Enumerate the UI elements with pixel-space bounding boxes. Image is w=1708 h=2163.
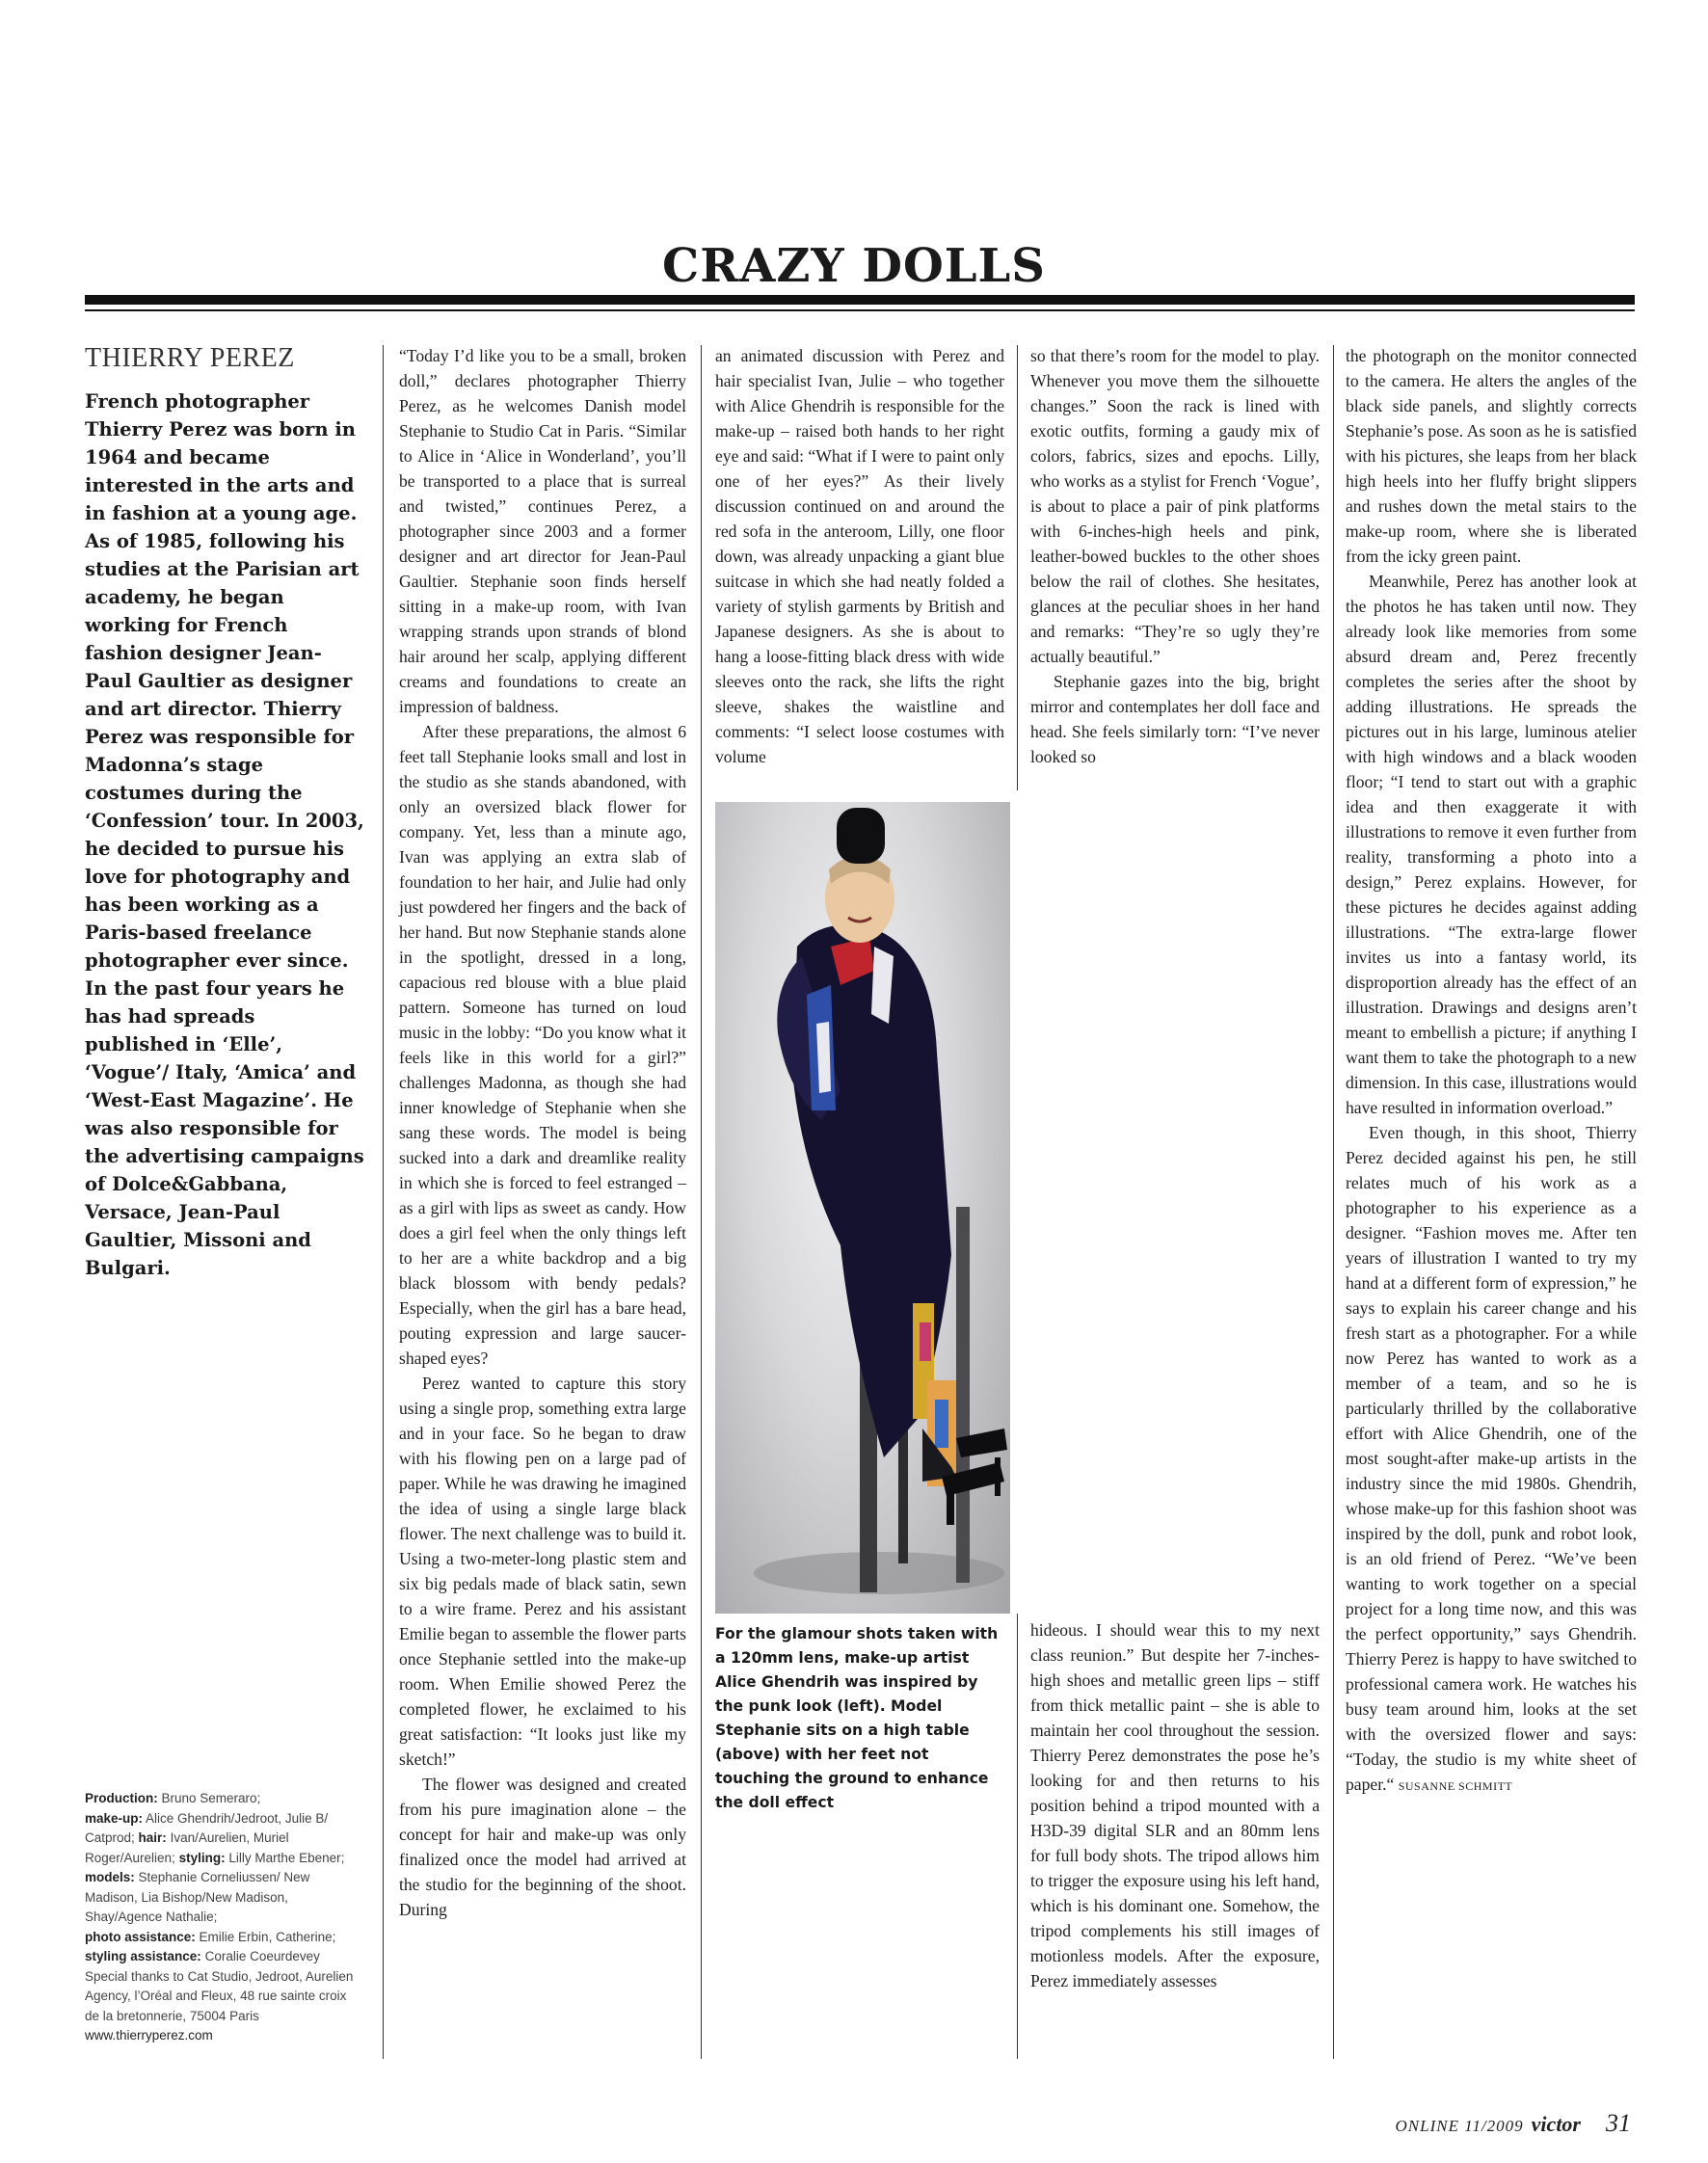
- credit-value: Lilly Marthe Ebener;: [228, 1850, 345, 1865]
- article-paragraph: so that there’s room for the model to play. Whenever you move them the silhouette changes.” Soon the rack is lined with exotic outfits, forming a gaudy mix of colors, fabrics, sizes and epochs. Lilly, who works as a stylist for French ‘Vogue’, is about to place a pair of pink platforms with 6-inches-high heels and pink, leather-bowed buckles to the other shoes below the rail of clothes. She hesitates, glances at the peculiar shoes in her hand and remarks: “They’re so ugly they’re actually beautiful.”: [1030, 346, 1320, 666]
- article-column: [715, 343, 1004, 796]
- credit-label: photo assistance:: [85, 1929, 196, 1944]
- model-on-stool-illustration: [715, 802, 1010, 1614]
- article-paragraph: the photograph on the monitor connected to the camera. He alters the angles of the black side panels, and slightly corrects Stephanie’s pose. As soon as he is satisfied with his pictures, she leaps from her black high heels into her fluffy bright slippers and rushes down the metal stairs to the make-up room, where she is liberated from the icky green paint.: [1346, 346, 1637, 566]
- photo-caption: For the glamour shots taken with a 120mm lens, make-up artist Alice Ghendrih was inspired by the punk look (left). Model Stephanie sits on a high table (above) with her feet not touching the ground to enhance the doll effect: [715, 1625, 999, 1811]
- article-column: [1030, 1617, 1320, 2061]
- magazine-name: victor: [1531, 2112, 1581, 2136]
- author-bio: French photographer Thierry Perez was born in 1964 and became interested in the arts and in fashion at a young age. As of 1985, following his studies at the Parisian art academy, he began working for French fashion designer Jean-Paul Gaultier as designer and art director. Thierry Perez was responsible for Madonna’s stage costumes during the ‘Confession’ tour. In 2003, he decided to pursue his love for photography and has been working as a Paris-based freelance photographer ever since. In the past four years he has had spreads published in ‘Elle’, ‘Vogue’/ Italy, ‘Amica’ and ‘West-East Magazine’. He was also responsible for the advertising campaigns of Dolce&Gabbana, Versace, Jean-Paul Gaultier, Missoni and Bulgari.: [85, 390, 364, 1279]
- article-column: [399, 343, 686, 2059]
- credit-label: Production:: [85, 1791, 158, 1805]
- article-text: Even though, in this shoot, Thierry Perez decided against his pen, he still relates much of his work as a photographer to his experience as a designer. “Fashion moves me. After ten years of illustration I wanted to try my hand at a different form of expression,” he says to explain his career change and his fresh start as a photographer. For a while now Perez has wanted to work as a member of a team, and so he is particularly thrilled by the collaborative effort with Alice Ghendrih, one of the most sought-after make-up artists in the industry since the mid 1980s. Ghendrih, whose make-up for this fashion shoot was inspired by the doll, punk and robot look, is an old friend of Perez. “We’ve been wanting to work together on a special project for a long time now, and this was the perfect opportunity,” says Ghendrih. Thierry Perez is happy to have switched to professional camera work. He watches his busy team around him, looks at the set with the oversized flower and says: “Today, the studio is my white sheet of paper.“: [1346, 1123, 1637, 1794]
- page-footer: [1396, 2109, 1632, 2138]
- article-paragraph: [1346, 1120, 1637, 1799]
- photographer-website: www.thierryperez.com: [85, 2028, 213, 2043]
- title-rule-thick: [85, 295, 1635, 305]
- article-paragraph: Perez wanted to capture this story using a single prop, something extra large and in your face. So he began to draw with his flowing pen on a large pad of paper. While he was drawing he imagined the idea of using a single large black flower. The next challenge was to build it. Using a two-meter-long plastic stem and six big pedals made of black satin, sewn to a wire frame. Perez and his assistant Emilie began to assemble the flower parts once Stephanie settled into the make-up room. When Emilie showed Perez the completed flower, he exclaimed to his great satisfaction: “It looks just like my sketch!”: [399, 1374, 686, 1769]
- issue-label: ONLINE 11/2009: [1395, 2117, 1524, 2135]
- article-column: [1030, 343, 1320, 796]
- page-title: CRAZY DOLLS: [662, 239, 1046, 293]
- column-divider: [1017, 1614, 1018, 2059]
- credit-value: Alice Ghendrih/Jedroot, Julie B/ Catprod;: [85, 1810, 329, 1845]
- column-divider: [701, 345, 702, 2059]
- article-column: [1346, 343, 1637, 1914]
- credit-thanks: Special thanks to Cat Studio, Jedroot, Aurelien Agency, l’Oréal and Fleux, 48 rue sainte croix de la bretonnerie, 75004 Paris: [85, 1968, 354, 2023]
- article-paragraph: Stephanie gazes into the big, bright mirror and contemplates her doll face and head. She feels similarly torn: “I’ve never looked so: [1030, 672, 1320, 766]
- credit-label: models:: [85, 1870, 135, 1884]
- author-name: THIERRY PEREZ: [85, 343, 295, 373]
- article-paragraph: “Today I’d like you to be a small, broken doll,” declares photographer Thierry Perez, as he welcomes Danish model Stephanie to Studio Cat in Paris. “Similar to Alice in ‘Alice in Wonderland’, you’ll be transported to a place that is surreal and twisted,” continues Perez, a photographer since 2003 and a former designer and art director for Jean-Paul Gaultier. Stephanie soon finds herself sitting in a make-up room, with Ivan wrapping strands upon strands of blond hair around her scalp, applying different creams and foundations to create an impression of baldness.: [399, 346, 686, 716]
- author-signature: SUSANNE SCHMITT: [1398, 1779, 1513, 1793]
- credit-label: make-up:: [85, 1810, 144, 1826]
- column-divider: [383, 345, 384, 2059]
- page-number: 31: [1606, 2109, 1631, 2137]
- credit-value: Stephanie Corneliussen/ New Madison, Lia Bishop/New Madison, Shay/Agence Nathalie;: [85, 1870, 310, 1924]
- credit-label: styling assistance:: [85, 1949, 201, 1963]
- credit-value: Coralie Coeurdevey: [204, 1949, 320, 1963]
- article-paragraph: hideous. I should wear this to my next class reunion.” But despite her 7-inches-high shoes and metallic green lips – stiff from thick metallic paint – she is able to maintain her cool throughout the session. Thierry Perez demonstrates the pose he’s looking for and then returns to his position behind a tripod mounted with a H3D-39 digital SLR and an 80mm lens for full body shots. The tripod allows him to trigger the exposure using his left hand, which is his dominant one. Somehow, the tripod complements his still images of motionless models. After the exposure, Perez immediately assesses: [1030, 1620, 1320, 1990]
- title-rule-thin: [85, 309, 1635, 311]
- column-divider: [1333, 345, 1334, 2059]
- fashion-photo: [715, 802, 1010, 1614]
- article-paragraph: an animated discussion with Perez and hair specialist Ivan, Julie – who together with Alice Ghendrih is responsible for the make-up – raised both hands to her right eye and said: “What if I were to paint only one of her eyes?” As their lively discussion continued on and around the red sofa in the anteroom, Lilly, one floor down, was already unpacking a giant blue suitcase in which she had neatly folded a variety of stylish garments by British and Japanese designers. As she is about to hang a loose-fitting black dress with wide sleeves onto the rack, she lifts the right sleeve, shakes the waistline and comments: “I select loose costumes with volume: [715, 346, 1004, 766]
- credit-label: styling:: [178, 1850, 226, 1865]
- photo-credits: [85, 1789, 362, 2046]
- credit-label: hair:: [138, 1830, 167, 1845]
- article-paragraph: Meanwhile, Perez has another look at the photos he has taken until now. They already look like memories from some absurd dream and, Perez frecently completes the series after the shoot by adding illustrations. He spreads the pictures out in his large, luminous atelier with high windows and a black wooden floor; “I tend to start out with a graphic idea and then exaggerate it with illustrations to remove it even further from reality, transforming a photo into a design,” Perez explains. However, for these pictures he decides against adding illustrations. “The extra-large flower invites us into a fantasy world, its disproportion already has the effect of an illustration. Drawings and designs aren’t meant to embellish a picture; if anything I want them to take the photograph to a new dimension. In this case, illustrations would have resulted in information overload.”: [1346, 572, 1637, 1117]
- credit-value: Ivan/Aurelien, Muriel Roger/Aurelien;: [85, 1830, 289, 1865]
- article-paragraph: The flower was designed and created from his pure imagination alone – the concept for hair and make-up was only finalized once the model had arrived at the studio for the beginning of the shoot. During: [399, 1775, 686, 1919]
- credit-value: Emilie Erbin, Catherine;: [199, 1929, 336, 1944]
- credit-value: Bruno Semeraro;: [161, 1791, 261, 1805]
- author-sidebar: [85, 343, 364, 1282]
- column-divider: [1017, 345, 1018, 790]
- article-paragraph: After these preparations, the almost 6 feet tall Stephanie looks small and lost in the studio as she stands abandoned, with only an oversized black flower for company. Yet, less than a minute ago, Ivan was applying an extra slab of foundation to her hair, and Julie had only just powdered her fingers and the back of her hand. But now Stephanie stands alone in the spotlight, dressed in a long, capacious red blouse with a blue plaid pattern. Someone has turned on loud music in the lobby: “Do you know what it feels like in this world for a girl?” challenges Madonna, as though she had inner knowledge of Stephanie when she sang these words. The model is being sucked into a dark and dreamlike reality in which she is forced to feel estranged – as a girl with lips as sweet as candy. How does a girl feel when the only things left to her are a white backdrop and a big black blossom with bendy pedals? Especially, when the girl has a bare head, pouting expression and large saucer-shaped eyes?: [399, 722, 686, 1368]
